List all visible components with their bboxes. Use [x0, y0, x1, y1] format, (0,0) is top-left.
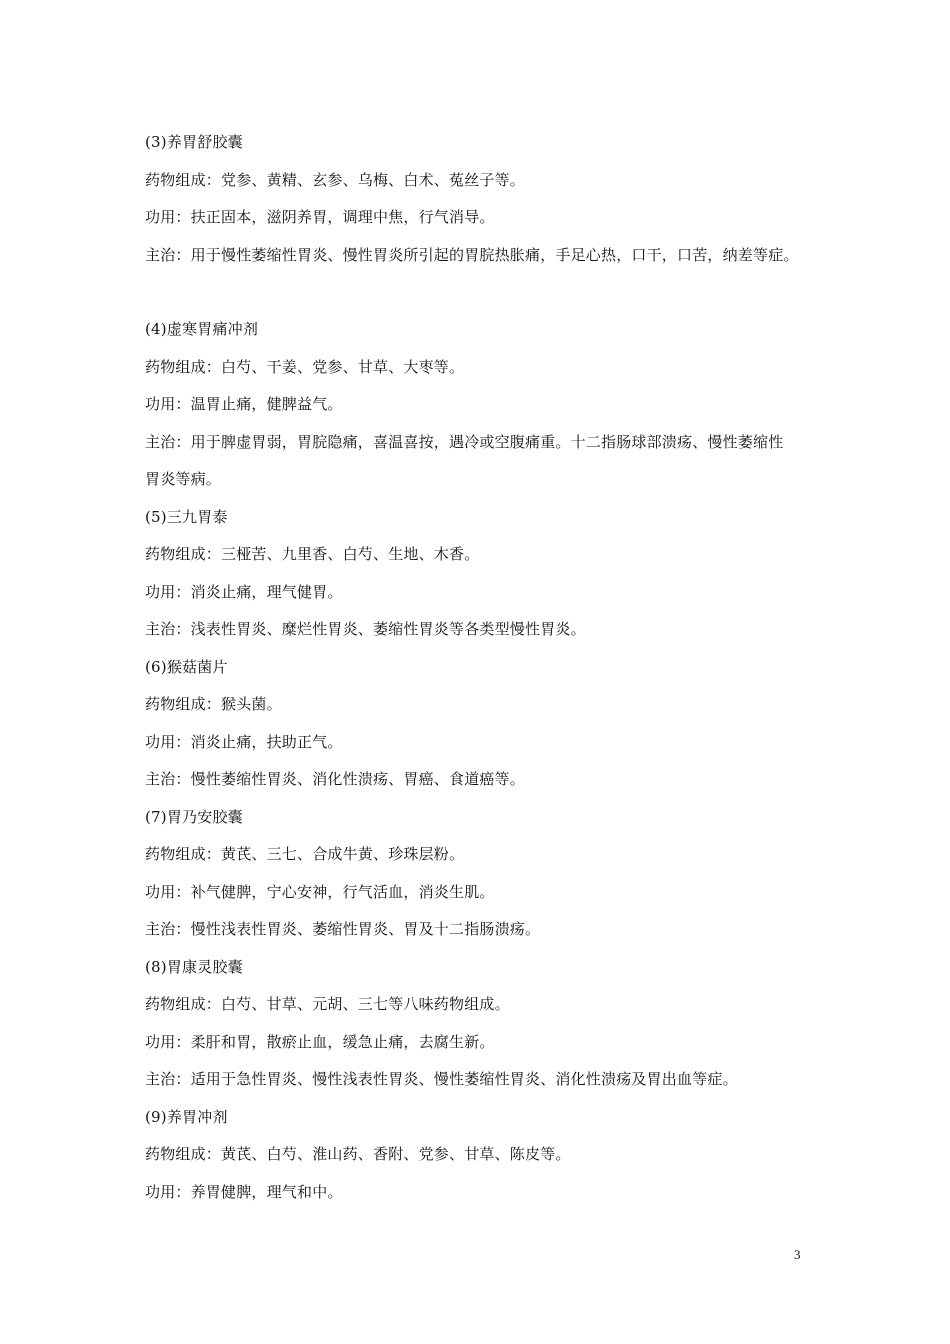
document-body [145, 124, 825, 1211]
page-number: 3 [794, 1247, 801, 1262]
function-line: 功用：养胃健脾，理气和中。 [145, 1182, 343, 1201]
function-line: 功用：补气健脾，宁心安神，行气活血，消炎生肌。 [145, 882, 495, 901]
section-title: (8)胃康灵胶囊 [145, 957, 243, 976]
indication-line: 主治：用于慢性萎缩性胃炎、慢性胃炎所引起的胃脘热胀痛，手足心热，口干，口苦，纳差等症。 [145, 245, 799, 264]
composition-line: 药物组成：白芍、甘草、元胡、三七等八味药物组成。 [145, 995, 510, 1013]
indication-line: 主治：用于脾虚胃弱，胃脘隐痛，喜温喜按，遇冷或空腹痛重。十二指肠球部溃疡、慢性萎缩性 [145, 432, 784, 451]
indication-line: 主治：慢性萎缩性胃炎、消化性溃疡、胃癌、食道癌等。 [145, 770, 526, 788]
composition-line: 药物组成：黄芪、三七、合成牛黄、珍珠层粉。 [145, 845, 465, 863]
indication-line: 主治：慢性浅表性胃炎、萎缩性胃炎、胃及十二指肠溃疡。 [145, 920, 541, 938]
function-line: 功用：消炎止痛，扶助正气。 [145, 732, 343, 751]
indication-line-continued: 胃炎等病。 [145, 470, 222, 488]
composition-line: 药物组成：猴头菌。 [145, 695, 282, 713]
function-line: 功用：消炎止痛，理气健胃。 [145, 582, 343, 601]
function-line: 功用：扶正固本，滋阴养胃，调理中焦，行气消导。 [145, 208, 495, 226]
section-title: (5)三九胃泰 [145, 507, 228, 526]
section-title: (9)养胃冲剂 [145, 1107, 228, 1126]
function-line: 功用：温胃止痛，健脾益气。 [145, 395, 343, 413]
section-title: (3)养胃舒胶囊 [145, 133, 243, 151]
composition-line: 药物组成：党参、黄精、玄参、乌梅、白术、菟丝子等。 [145, 170, 526, 189]
indication-line: 主治：浅表性胃炎、糜烂性胃炎、萎缩性胃炎等各类型慢性胃炎。 [145, 620, 586, 638]
section-title: (4)虚寒胃痛冲剂 [145, 320, 259, 338]
function-line: 功用：柔肝和胃，散瘀止血，缓急止痛，去腐生新。 [145, 1032, 495, 1051]
composition-line: 药物组成：黄芪、白芍、淮山药、香附、党参、甘草、陈皮等。 [145, 1145, 571, 1163]
composition-line: 药物组成：三桠苦、九里香、白芍、生地、木香。 [145, 545, 480, 563]
section-title: (6)猴菇菌片 [145, 657, 228, 676]
composition-line: 药物组成：白芍、干姜、党参、甘草、大枣等。 [145, 357, 465, 376]
paragraph-gap [145, 274, 825, 311]
section-title: (7)胃乃安胶囊 [145, 807, 243, 826]
indication-line: 主治：适用于急性胃炎、慢性浅表性胃炎、慢性萎缩性胃炎、消化性溃疡及胃出血等症。 [145, 1070, 738, 1088]
